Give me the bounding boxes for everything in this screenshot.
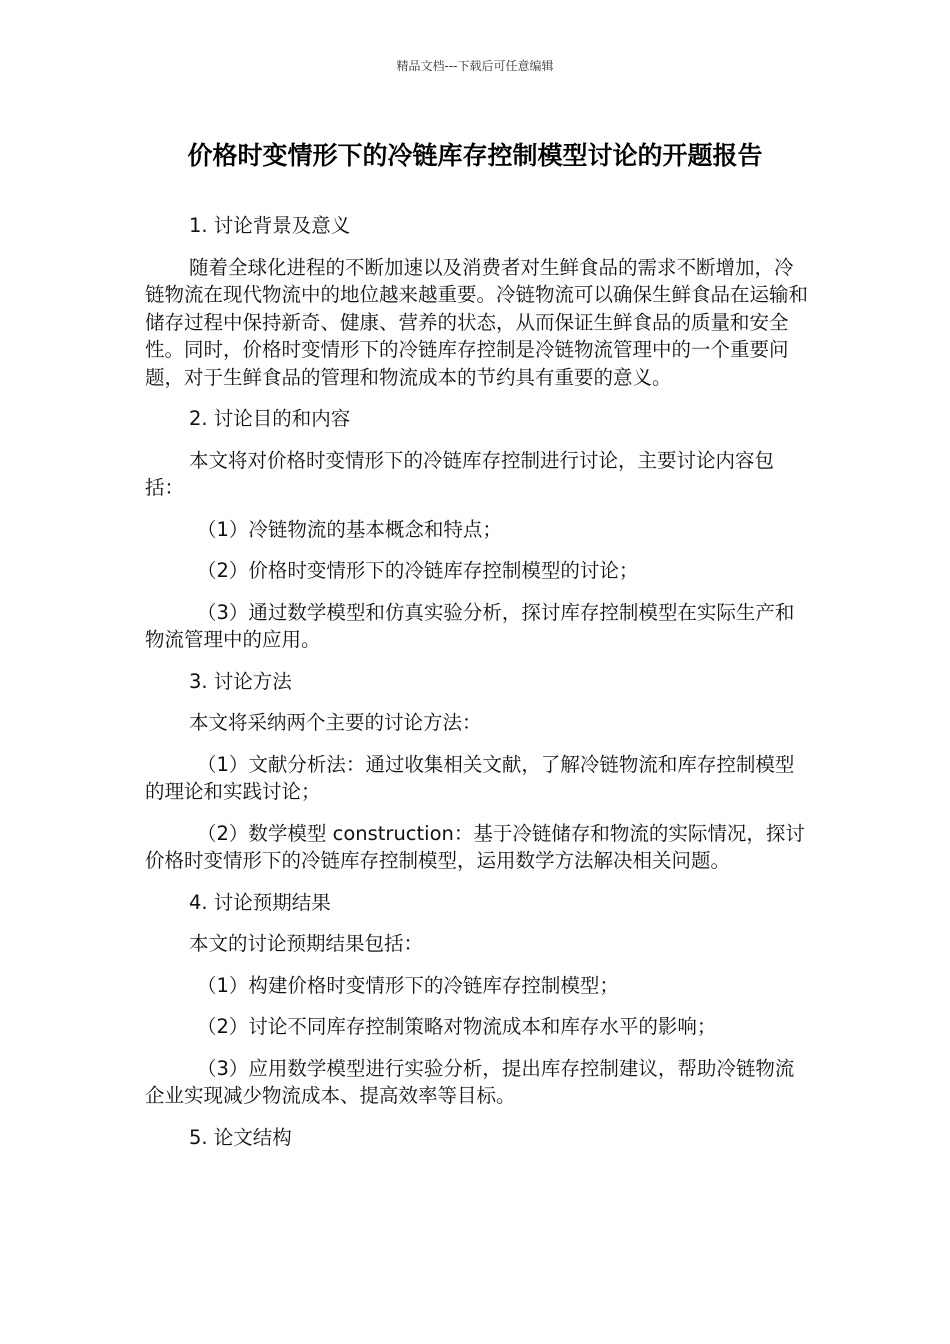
document-body	[145, 212, 809, 1165]
document-title: 价格时变情形下的冷链库存控制模型讨论的开题报告	[187, 141, 763, 170]
page-header-watermark: 精品文档---下载后可任意编辑	[396, 59, 554, 73]
list-item-objective-2: （2）价格时变情形下的冷链库存控制模型的讨论；	[197, 559, 639, 582]
list-item-objective-3: （3）通过数学模型和仿真实验分析，探讨库存控制模型在实际生产和物流管理中的应用。	[145, 600, 795, 651]
list-item-method-1: （1）文献分析法：通过收集相关文献，了解冷链物流和库存控制模型的理论和实践讨论；	[145, 752, 795, 803]
section-heading-objectives: 2. 讨论目的和内容	[189, 407, 351, 430]
list-item-objective-1: （1）冷链物流的基本概念和特点；	[197, 517, 502, 541]
list-item-result-3: （3）应用数学模型进行实验分析，提出库存控制建议，帮助冷链物流企业实现减少物流成本、提高效率等目标。	[145, 1056, 795, 1107]
paragraph-methods-intro: 本文将采纳两个主要的讨论方法：	[189, 711, 482, 734]
paragraph-expected-results-intro: 本文的讨论预期结果包括：	[189, 932, 424, 955]
section-heading-methods: 3. 讨论方法	[189, 669, 292, 693]
paragraph-objectives-intro: 本文将对价格时变情形下的冷链库存控制进行讨论，主要讨论内容包括：	[145, 448, 775, 499]
section-heading-background: 1. 讨论背景及意义	[189, 214, 351, 237]
list-item-method-2: （2）数学模型 construction：基于冷链储存和物流的实际情况，探讨价格时变情形下的冷链库存控制模型，运用数学方法解决相关问题。	[145, 821, 805, 872]
section-heading-structure: 5. 论文结构	[189, 1125, 292, 1149]
list-item-result-1: （1）构建价格时变情形下的冷链库存控制模型；	[197, 973, 619, 997]
list-item-result-2: （2）讨论不同库存控制策略对物流成本和库存水平的影响；	[197, 1015, 717, 1038]
section-heading-expected-results: 4. 讨论预期结果	[189, 890, 331, 914]
paragraph-background: 随着全球化进程的不断加速以及消费者对生鲜食品的需求不断增加，冷链物流在现代物流中的地位越来越重要。冷链物流可以确保生鲜食品在运输和储存过程中保持新奇、健康、营养的状态，从而保证生鲜食品的质量和安全性。同时，价格时变情形下的冷链库存控制是冷链物流管理中的一个重要问题，对于生鲜食品的管理和物流成本的节约具有重要的意义。	[145, 255, 809, 389]
